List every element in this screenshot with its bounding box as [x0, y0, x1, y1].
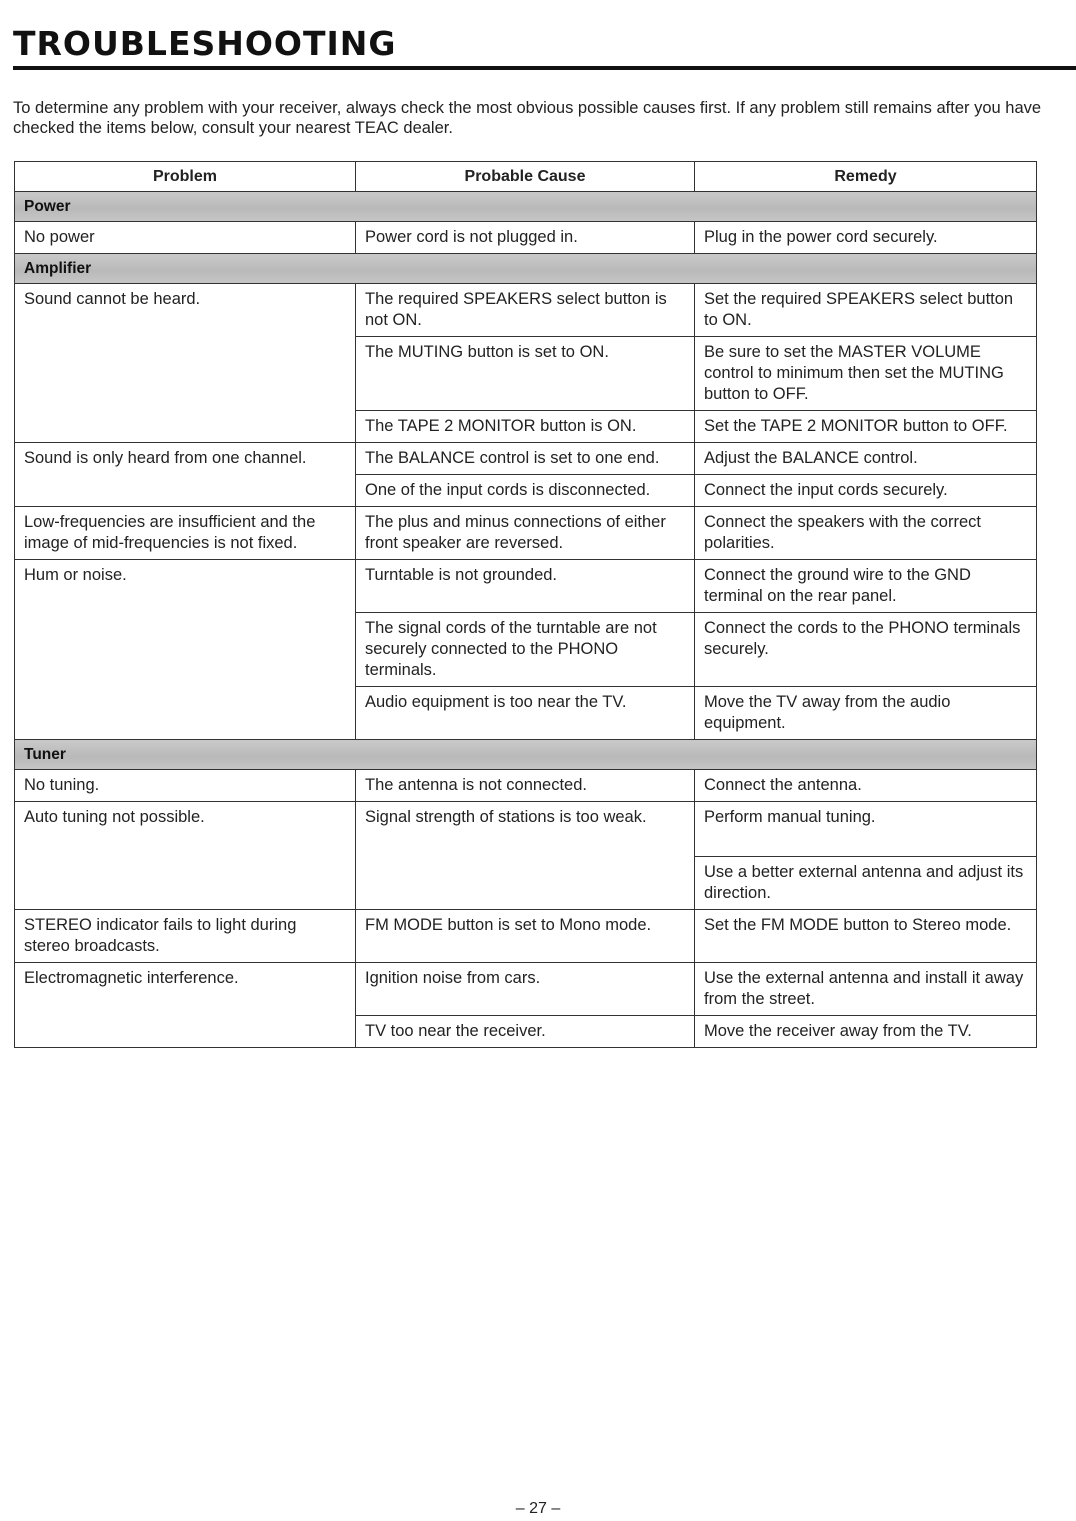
table-row [15, 963, 1037, 1016]
cause-cell: Power cord is not plugged in. [356, 222, 695, 254]
table-row [15, 770, 1037, 802]
table-row [15, 222, 1037, 254]
table-row [15, 910, 1037, 963]
remedy-cell: Move the receiver away from the TV. [695, 1016, 1037, 1048]
header-remedy: Remedy [695, 162, 1037, 192]
cause-cell: Ignition noise from cars. [356, 963, 695, 1016]
category-row-tuner [15, 740, 1037, 770]
cause-cell: The plus and minus connections of either front speaker are reversed. [356, 507, 695, 560]
remedy-cell: Connect the cords to the PHONO terminals securely. [695, 613, 1037, 687]
remedy-cell: Be sure to set the MASTER VOLUME control to minimum then set the MUTING button to OFF. [695, 337, 1037, 411]
cause-cell: Turntable is not grounded. [356, 560, 695, 613]
table-row [15, 802, 1037, 857]
remedy-cell: Connect the ground wire to the GND terminal on the rear panel. [695, 560, 1037, 613]
problem-cell: STEREO indicator fails to light during stereo broadcasts. [15, 910, 356, 963]
remedy-cell: Set the FM MODE button to Stereo mode. [695, 910, 1037, 963]
category-row-amplifier [15, 254, 1037, 284]
problem-cell: Sound is only heard from one channel. [15, 443, 356, 507]
problem-cell: Auto tuning not possible. [15, 802, 356, 910]
cause-cell: The required SPEAKERS select button is not ON. [356, 284, 695, 337]
remedy-cell: Move the TV away from the audio equipment. [695, 687, 1037, 740]
cause-cell: FM MODE button is set to Mono mode. [356, 910, 695, 963]
cause-cell: One of the input cords is disconnected. [356, 475, 695, 507]
cause-cell: The TAPE 2 MONITOR button is ON. [356, 411, 695, 443]
category-label: Power [15, 192, 1037, 222]
remedy-cell: Plug in the power cord securely. [695, 222, 1037, 254]
troubleshooting-table [14, 161, 1037, 1048]
title-rule [13, 66, 1076, 70]
remedy-cell: Adjust the BALANCE control. [695, 443, 1037, 475]
cause-cell: The MUTING button is set to ON. [356, 337, 695, 411]
remedy-cell: Use the external antenna and install it away from the street. [695, 963, 1037, 1016]
page-number: – 27 – [515, 1500, 561, 1517]
remedy-cell: Set the required SPEAKERS select button to ON. [695, 284, 1037, 337]
cause-cell: Signal strength of stations is too weak. [356, 802, 695, 910]
remedy-cell: Perform manual tuning. [695, 802, 1037, 857]
category-row-power [15, 192, 1037, 222]
table-row [15, 284, 1037, 337]
remedy-cell: Use a better external antenna and adjust its direction. [695, 857, 1037, 910]
cause-cell: Audio equipment is too near the TV. [356, 687, 695, 740]
cause-cell: TV too near the receiver. [356, 1016, 695, 1048]
remedy-cell: Connect the antenna. [695, 770, 1037, 802]
problem-cell: No tuning. [15, 770, 356, 802]
cause-cell: The BALANCE control is set to one end. [356, 443, 695, 475]
page-title: TROUBLESHOOTING [13, 24, 397, 63]
table-row [15, 507, 1037, 560]
remedy-cell: Connect the speakers with the correct polarities. [695, 507, 1037, 560]
problem-cell: Low-frequencies are insufficient and the image of mid-frequencies is not fixed. [15, 507, 356, 560]
problem-cell: Hum or noise. [15, 560, 356, 740]
table-header-row [15, 162, 1037, 192]
cause-cell: The signal cords of the turntable are not securely connected to the PHONO terminals. [356, 613, 695, 687]
remedy-cell: Set the TAPE 2 MONITOR button to OFF. [695, 411, 1037, 443]
cause-cell: The antenna is not connected. [356, 770, 695, 802]
intro-paragraph: To determine any problem with your receiver, always check the most obvious possible causes first. If any problem still remains after you have checked the items below, consult your nearest TEAC dealer. [13, 99, 1042, 137]
problem-cell: No power [15, 222, 356, 254]
category-label: Amplifier [15, 254, 1037, 284]
category-label: Tuner [15, 740, 1037, 770]
table-row [15, 560, 1037, 613]
problem-cell: Sound cannot be heard. [15, 284, 356, 443]
problem-cell: Electromagnetic interference. [15, 963, 356, 1048]
header-problem: Problem [15, 162, 356, 192]
remedy-cell: Connect the input cords securely. [695, 475, 1037, 507]
table-row [15, 443, 1037, 475]
header-cause: Probable Cause [356, 162, 695, 192]
